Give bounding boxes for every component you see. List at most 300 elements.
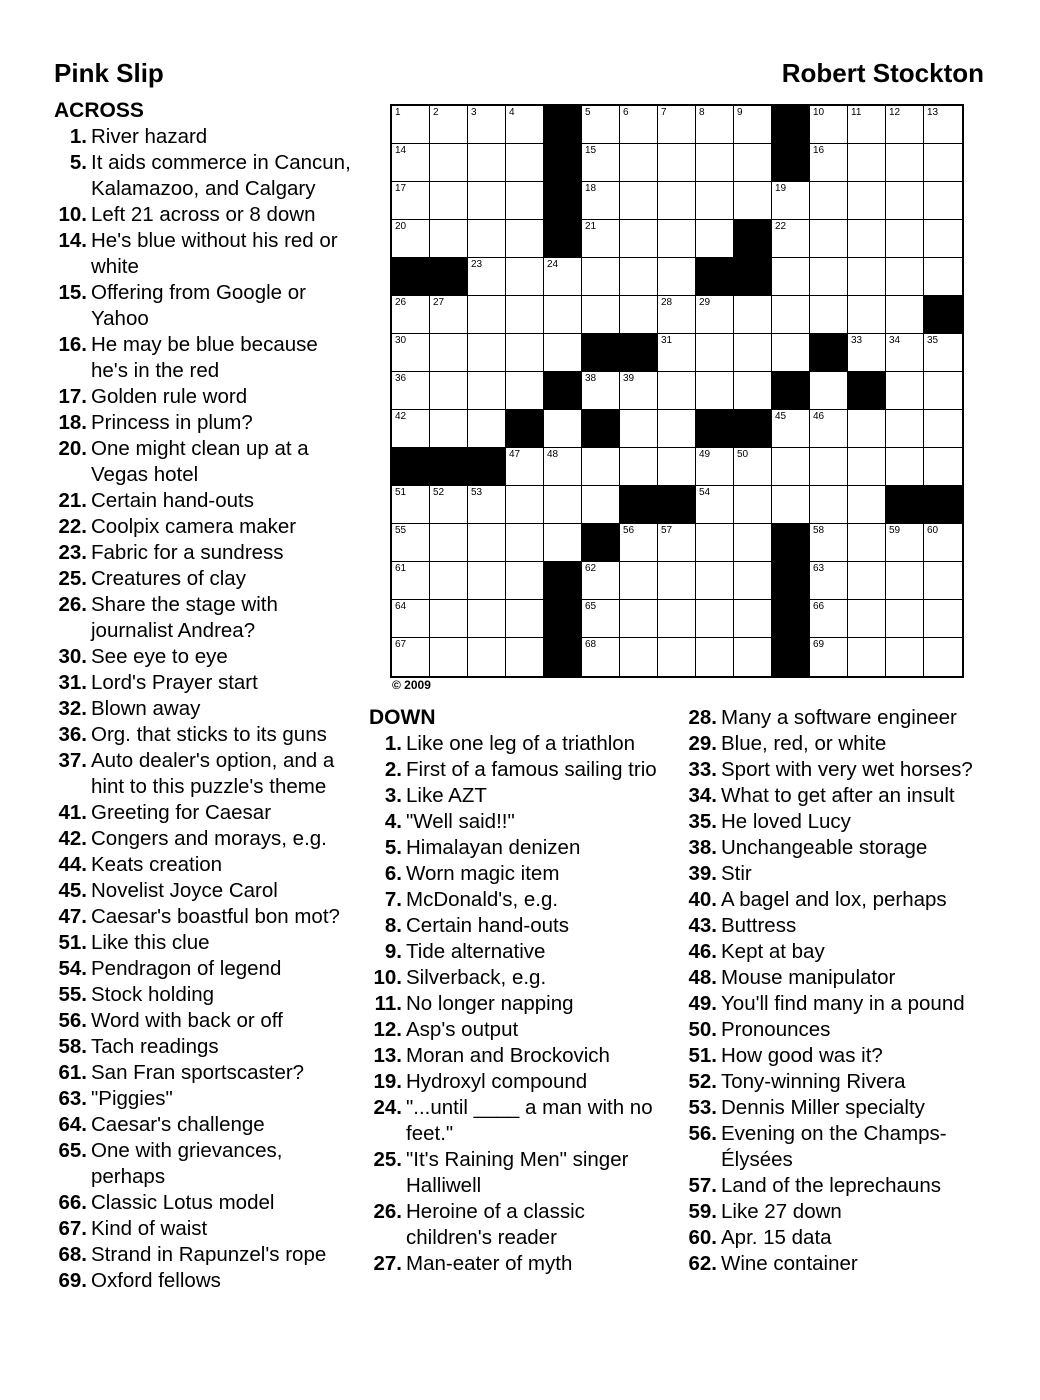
grid-cell[interactable] [924, 144, 962, 182]
grid-cell[interactable] [886, 524, 924, 562]
clue-text: He's blue without his red or white [91, 229, 338, 278]
grid-cell[interactable] [658, 638, 696, 676]
down-heading: DOWN [369, 706, 436, 729]
cell-number: 21 [585, 221, 597, 232]
grid-cell[interactable] [886, 600, 924, 638]
clue-item [54, 1242, 359, 1268]
grid-cell[interactable] [772, 410, 810, 448]
grid-cell[interactable] [810, 106, 848, 144]
clue-number: 42. [58, 827, 87, 850]
grid-cell[interactable] [848, 562, 886, 600]
clue-number: 22. [58, 515, 87, 538]
clue-text: Asp's output [406, 1018, 519, 1041]
grid-cell[interactable] [848, 296, 886, 334]
clue-number: 47. [58, 905, 87, 928]
grid-cell[interactable] [620, 600, 658, 638]
grid-cell[interactable] [772, 448, 810, 486]
grid-cell[interactable] [468, 372, 506, 410]
cell-number: 31 [661, 335, 673, 346]
grid-cell[interactable] [430, 334, 468, 372]
grid-cell[interactable] [810, 258, 848, 296]
grid-cell[interactable] [620, 106, 658, 144]
grid-cell[interactable] [696, 106, 734, 144]
grid-cell[interactable] [734, 144, 772, 182]
grid-cell[interactable] [772, 334, 810, 372]
grid-cell[interactable] [658, 410, 696, 448]
grid-cell[interactable] [772, 296, 810, 334]
clue-number: 5. [69, 151, 87, 174]
clue-number: 38. [688, 836, 717, 859]
clue-item [54, 436, 359, 488]
grid-cell[interactable] [810, 524, 848, 562]
grid-cell[interactable] [468, 220, 506, 258]
grid-cell[interactable] [848, 448, 886, 486]
grid-cell[interactable] [506, 524, 544, 562]
grid-cell[interactable] [620, 144, 658, 182]
clue-text: Auto dealer's option, and a hint to this puzzle's theme [91, 749, 335, 798]
grid-cell[interactable] [430, 144, 468, 182]
grid-cell[interactable] [810, 220, 848, 258]
grid-cell[interactable] [658, 448, 696, 486]
clue-number: 56. [58, 1009, 87, 1032]
clue-item [684, 705, 990, 731]
grid-cell[interactable] [848, 220, 886, 258]
grid-cell[interactable] [506, 486, 544, 524]
grid-cell[interactable] [772, 258, 810, 296]
grid-cell[interactable] [924, 448, 962, 486]
grid-cell[interactable] [544, 524, 582, 562]
grid-cell[interactable] [924, 182, 962, 220]
grid-cell[interactable] [924, 524, 962, 562]
grid-cell-black [544, 600, 582, 638]
grid-cell[interactable] [620, 524, 658, 562]
grid-cell[interactable] [810, 410, 848, 448]
grid-cell[interactable] [468, 410, 506, 448]
clue-text: "Piggies" [91, 1087, 173, 1110]
grid-cell[interactable] [886, 296, 924, 334]
grid-cell[interactable] [582, 296, 620, 334]
grid-cell[interactable] [924, 220, 962, 258]
grid-cell[interactable] [620, 372, 658, 410]
grid-cell[interactable] [886, 106, 924, 144]
grid-cell[interactable] [506, 106, 544, 144]
grid-cell[interactable] [506, 562, 544, 600]
clue-text: Lord's Prayer start [91, 671, 258, 694]
down-clues-continued [684, 705, 990, 1277]
clue-number: 21. [58, 489, 87, 512]
cell-number: 33 [851, 335, 863, 346]
grid-cell[interactable] [620, 410, 658, 448]
grid-cell[interactable] [696, 296, 734, 334]
clue-number: 24. [373, 1096, 402, 1119]
clue-number: 33. [688, 758, 717, 781]
grid-cell[interactable] [658, 296, 696, 334]
grid-cell[interactable] [544, 296, 582, 334]
grid-cell[interactable] [772, 220, 810, 258]
grid-cell[interactable] [506, 182, 544, 220]
grid-cell[interactable] [620, 296, 658, 334]
grid-cell[interactable] [582, 220, 620, 258]
clue-item [684, 1199, 990, 1225]
grid-cell[interactable] [848, 486, 886, 524]
grid-cell[interactable] [886, 144, 924, 182]
clue-number: 43. [688, 914, 717, 937]
clue-item [684, 731, 990, 757]
clue-number: 53. [688, 1096, 717, 1119]
clue-text: Offering from Google or Yahoo [91, 281, 306, 330]
grid-cell-black [772, 638, 810, 676]
grid-cell[interactable] [582, 638, 620, 676]
clue-text: Heroine of a classic children's reader [406, 1200, 585, 1249]
grid-cell[interactable] [810, 562, 848, 600]
grid-cell[interactable] [924, 106, 962, 144]
grid-cell[interactable] [810, 144, 848, 182]
clue-number: 60. [688, 1226, 717, 1249]
clue-item [369, 757, 669, 783]
grid-cell[interactable] [696, 144, 734, 182]
clue-item [369, 887, 669, 913]
grid-cell[interactable] [696, 562, 734, 600]
grid-cell[interactable] [430, 220, 468, 258]
cell-number: 23 [471, 259, 483, 270]
grid-cell-black [620, 334, 658, 372]
grid-cell[interactable] [810, 600, 848, 638]
clue-number: 10. [58, 203, 87, 226]
grid-cell[interactable] [392, 334, 430, 372]
grid-cell[interactable] [810, 448, 848, 486]
clue-text: Caesar's challenge [91, 1113, 265, 1136]
grid-cell-black [392, 258, 430, 296]
grid-cell[interactable] [392, 296, 430, 334]
clue-number: 46. [688, 940, 717, 963]
clue-number: 26. [58, 593, 87, 616]
grid-cell[interactable] [468, 182, 506, 220]
down-clues [369, 705, 669, 1277]
clue-text: Stock holding [91, 983, 215, 1006]
grid-cell[interactable] [734, 182, 772, 220]
grid-cell[interactable] [582, 106, 620, 144]
grid-cell[interactable] [658, 334, 696, 372]
grid-cell[interactable] [810, 372, 848, 410]
grid-cell[interactable] [924, 562, 962, 600]
grid-cell[interactable] [734, 638, 772, 676]
grid-cell[interactable] [620, 448, 658, 486]
grid-cell[interactable] [506, 220, 544, 258]
grid-cell[interactable] [886, 448, 924, 486]
grid-cell[interactable] [658, 562, 696, 600]
cell-number: 53 [471, 487, 483, 498]
grid-cell-black [544, 372, 582, 410]
clue-item [54, 410, 359, 436]
grid-cell[interactable] [544, 258, 582, 296]
grid-cell[interactable] [506, 448, 544, 486]
grid-cell[interactable] [506, 258, 544, 296]
grid-cell[interactable] [430, 524, 468, 562]
cell-number: 36 [395, 373, 407, 384]
grid-cell[interactable] [658, 600, 696, 638]
grid-cell[interactable] [924, 600, 962, 638]
clue-text: Pronounces [721, 1018, 831, 1041]
clue-text: Blue, red, or white [721, 732, 887, 755]
grid-cell[interactable] [848, 410, 886, 448]
grid-cell[interactable] [582, 562, 620, 600]
grid-cell[interactable] [506, 372, 544, 410]
cell-number: 52 [433, 487, 445, 498]
cell-number: 15 [585, 145, 597, 156]
clue-text: Oxford fellows [91, 1269, 221, 1292]
grid-cell[interactable] [620, 258, 658, 296]
grid-cell[interactable] [848, 638, 886, 676]
clue-item [54, 1086, 359, 1112]
grid-cell[interactable] [886, 334, 924, 372]
grid-cell[interactable] [924, 334, 962, 372]
grid-cell[interactable] [430, 296, 468, 334]
grid-cell[interactable] [696, 600, 734, 638]
grid-cell[interactable] [620, 638, 658, 676]
grid-cell[interactable] [924, 410, 962, 448]
clue-item [369, 913, 669, 939]
grid-cell[interactable] [544, 334, 582, 372]
clue-item [369, 861, 669, 887]
grid-cell[interactable] [848, 144, 886, 182]
clue-number: 7. [384, 888, 402, 911]
cell-number: 17 [395, 183, 407, 194]
grid-cell[interactable] [658, 372, 696, 410]
grid-cell[interactable] [848, 334, 886, 372]
grid-cell[interactable] [734, 562, 772, 600]
grid-cell[interactable] [468, 600, 506, 638]
grid-cell[interactable] [620, 182, 658, 220]
grid-cell[interactable] [848, 258, 886, 296]
grid-cell[interactable] [392, 182, 430, 220]
grid-cell[interactable] [924, 258, 962, 296]
clue-item [684, 1121, 990, 1173]
grid-cell[interactable] [468, 524, 506, 562]
grid-cell[interactable] [924, 638, 962, 676]
grid-cell[interactable] [392, 562, 430, 600]
clue-number: 6. [384, 862, 402, 885]
grid-cell[interactable] [392, 410, 430, 448]
grid-cell[interactable] [582, 486, 620, 524]
grid-cell[interactable] [886, 562, 924, 600]
grid-cell[interactable] [696, 372, 734, 410]
clue-text: "...until ____ a man with no feet." [406, 1096, 653, 1145]
grid-cell[interactable] [658, 144, 696, 182]
grid-cell[interactable] [734, 524, 772, 562]
clue-item [54, 1034, 359, 1060]
clue-item [54, 592, 359, 644]
grid-cell[interactable] [886, 220, 924, 258]
grid-cell[interactable] [582, 600, 620, 638]
grid-cell[interactable] [924, 372, 962, 410]
grid-cell[interactable] [696, 524, 734, 562]
grid-cell[interactable] [430, 486, 468, 524]
cell-number: 49 [699, 449, 711, 460]
grid-cell[interactable] [544, 448, 582, 486]
grid-cell[interactable] [506, 638, 544, 676]
grid-cell[interactable] [772, 182, 810, 220]
grid-cell[interactable] [620, 220, 658, 258]
clue-text: Princess in plum? [91, 411, 253, 434]
grid-cell[interactable] [658, 524, 696, 562]
cell-number: 16 [813, 145, 825, 156]
grid-cell[interactable] [848, 600, 886, 638]
grid-cell-black [734, 258, 772, 296]
grid-cell[interactable] [582, 448, 620, 486]
grid-cell[interactable] [582, 182, 620, 220]
clue-number: 20. [58, 437, 87, 460]
clue-number: 14. [58, 229, 87, 252]
grid-cell[interactable] [734, 600, 772, 638]
cell-number: 24 [547, 259, 559, 270]
clue-number: 69. [58, 1269, 87, 1292]
grid-cell[interactable] [544, 410, 582, 448]
grid-cell[interactable] [468, 486, 506, 524]
grid-cell[interactable] [848, 106, 886, 144]
grid-cell[interactable] [506, 296, 544, 334]
grid-cell[interactable] [544, 486, 582, 524]
cell-number: 68 [585, 639, 597, 650]
grid-cell[interactable] [696, 638, 734, 676]
clue-text: Left 21 across or 8 down [91, 203, 316, 226]
cell-number: 51 [395, 487, 407, 498]
clue-text: How good was it? [721, 1044, 883, 1067]
grid-cell[interactable] [506, 144, 544, 182]
grid-cell[interactable] [810, 296, 848, 334]
clue-number: 25. [58, 567, 87, 590]
grid-cell-black [886, 486, 924, 524]
grid-cell[interactable] [506, 600, 544, 638]
grid-cell[interactable] [392, 600, 430, 638]
grid-cell[interactable] [734, 334, 772, 372]
grid-cell[interactable] [582, 258, 620, 296]
grid-cell[interactable] [658, 106, 696, 144]
clue-number: 28. [688, 706, 717, 729]
clue-number: 67. [58, 1217, 87, 1240]
grid-cell[interactable] [430, 106, 468, 144]
clue-item [54, 982, 359, 1008]
cell-number: 63 [813, 563, 825, 574]
grid-cell-black [772, 372, 810, 410]
cell-number: 37 [547, 373, 559, 384]
grid-cell[interactable] [468, 562, 506, 600]
clue-number: 64. [58, 1113, 87, 1136]
grid-cell[interactable] [848, 182, 886, 220]
cell-number: 41 [851, 373, 863, 384]
clue-text: Strand in Rapunzel's rope [91, 1243, 327, 1266]
grid-cell-black [620, 486, 658, 524]
clue-number: 66. [58, 1191, 87, 1214]
cell-number: 5 [585, 107, 591, 118]
grid-cell[interactable] [810, 638, 848, 676]
grid-cell[interactable] [392, 486, 430, 524]
clue-text: No longer napping [406, 992, 574, 1015]
grid-cell[interactable] [658, 220, 696, 258]
cell-number: 67 [395, 639, 407, 650]
grid-cell[interactable] [886, 372, 924, 410]
clue-text: Worn magic item [406, 862, 560, 885]
grid-cell-black [468, 448, 506, 486]
grid-cell-black [544, 220, 582, 258]
grid-cell[interactable] [430, 638, 468, 676]
grid-cell[interactable] [468, 258, 506, 296]
grid-cell[interactable] [886, 410, 924, 448]
grid-cell[interactable] [430, 410, 468, 448]
grid-cell[interactable] [772, 486, 810, 524]
grid-cell[interactable] [886, 258, 924, 296]
grid-cell[interactable] [392, 638, 430, 676]
clue-text: Caesar's boastful bon mot? [91, 905, 340, 928]
cell-number: 26 [395, 297, 407, 308]
grid-cell[interactable] [392, 372, 430, 410]
grid-cell[interactable] [430, 600, 468, 638]
grid-cell[interactable] [734, 448, 772, 486]
clue-number: 34. [688, 784, 717, 807]
grid-cell[interactable] [696, 486, 734, 524]
clue-text: Keats creation [91, 853, 223, 876]
grid-cell[interactable] [810, 182, 848, 220]
grid-cell[interactable] [392, 144, 430, 182]
cell-number: 32 [813, 335, 825, 346]
grid-cell[interactable] [430, 562, 468, 600]
grid-cell[interactable] [468, 334, 506, 372]
clue-item [684, 887, 990, 913]
grid-cell[interactable] [658, 182, 696, 220]
cell-number: 47 [509, 449, 521, 460]
grid-cell[interactable] [620, 562, 658, 600]
grid-cell[interactable] [582, 144, 620, 182]
grid-cell[interactable] [468, 106, 506, 144]
grid-cell[interactable] [468, 144, 506, 182]
clue-number: 23. [58, 541, 87, 564]
grid-cell[interactable] [658, 258, 696, 296]
grid-cell[interactable] [392, 524, 430, 562]
clue-item [684, 1173, 990, 1199]
grid-cell-black [924, 296, 962, 334]
grid-cell[interactable] [886, 638, 924, 676]
clue-number: 4. [384, 810, 402, 833]
clue-number: 63. [58, 1087, 87, 1110]
grid-cell[interactable] [696, 448, 734, 486]
grid-cell[interactable] [734, 372, 772, 410]
cell-number: 57 [661, 525, 673, 536]
grid-cell[interactable] [848, 524, 886, 562]
cell-number: 48 [547, 449, 559, 460]
grid-cell[interactable] [734, 486, 772, 524]
grid-cell[interactable] [392, 106, 430, 144]
grid-cell[interactable] [430, 372, 468, 410]
grid-cell[interactable] [582, 372, 620, 410]
grid-cell[interactable] [696, 182, 734, 220]
grid-cell[interactable] [392, 220, 430, 258]
clue-text: Certain hand-outs [406, 914, 569, 937]
clue-text: Like AZT [406, 784, 487, 807]
clue-text: A bagel and lox, perhaps [721, 888, 947, 911]
grid-cell[interactable] [886, 182, 924, 220]
grid-cell[interactable] [468, 296, 506, 334]
grid-cell[interactable] [810, 486, 848, 524]
clue-number: 9. [384, 940, 402, 963]
grid-cell[interactable] [734, 106, 772, 144]
grid-cell[interactable] [734, 296, 772, 334]
grid-cell[interactable] [696, 334, 734, 372]
grid-cell[interactable] [506, 334, 544, 372]
grid-cell[interactable] [430, 182, 468, 220]
grid-cell[interactable] [468, 638, 506, 676]
clue-number: 36. [58, 723, 87, 746]
grid-cell[interactable] [696, 220, 734, 258]
clue-item [54, 1008, 359, 1034]
